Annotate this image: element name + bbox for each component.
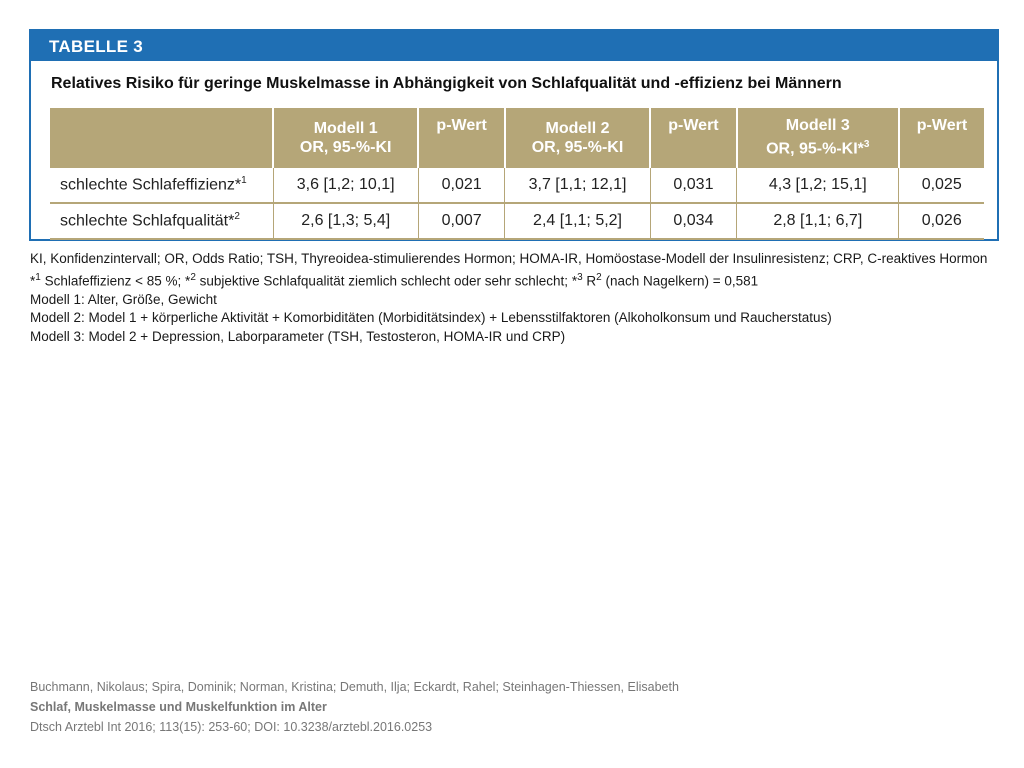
row-footnote-mark: 1 bbox=[241, 175, 247, 187]
citation-authors: Buchmann, Nikolaus; Spira, Dominik; Norman, Kristina; Demuth, Ilja; Eckardt, Rahel; Steinhagen-Thiessen, Elisabeth bbox=[30, 680, 679, 694]
header-cell-modell1 bbox=[273, 108, 418, 168]
header-cell-modell3 bbox=[737, 108, 899, 168]
cell-modell2-p: 0,034 bbox=[650, 203, 736, 239]
note-sup: 2 bbox=[190, 271, 196, 283]
table-header-row bbox=[50, 108, 984, 168]
cell-modell1-p: 0,021 bbox=[418, 168, 504, 204]
note-text: (nach Nagelkern) = 0,581 bbox=[601, 273, 759, 288]
row-label-text: schlechte Schlafqualität* bbox=[60, 212, 235, 230]
note-sup: 3 bbox=[577, 271, 583, 283]
note-star: * bbox=[30, 273, 36, 288]
note-sup: 1 bbox=[35, 271, 41, 283]
citation bbox=[30, 677, 679, 737]
table-row-schlafeffizienz bbox=[50, 168, 984, 204]
header-subtext: OR, 95-%-KI* bbox=[766, 140, 864, 158]
row-label bbox=[50, 203, 273, 239]
row-label-text: schlechte Schlafeffizienz* bbox=[60, 176, 242, 194]
header-cell-modell2 bbox=[505, 108, 650, 168]
header-subtext: OR, 95-%-KI bbox=[299, 138, 392, 156]
cell-modell3-p: 0,026 bbox=[899, 203, 984, 239]
footnote-modell3: Modell 3: Model 2 + Depression, Laborparameter (TSH, Testosteron, HOMA-IR und CRP) bbox=[30, 328, 566, 344]
note-text: subjektive Schlafqualität ziemlich schlecht oder sehr schlecht; bbox=[195, 273, 572, 288]
header-footnote-mark: 3 bbox=[863, 139, 870, 151]
note-text: Schlafeffizienz < 85 %; bbox=[40, 273, 186, 288]
row-label bbox=[50, 168, 273, 204]
footnote-modell2: Modell 2: Model 1 + körperliche Aktivität + Komorbiditäten (Morbiditätsindex) + Lebensstilfaktoren (Alkoholkonsum und Raucherstatus) bbox=[30, 310, 832, 325]
header-text: p-Wert bbox=[668, 117, 719, 134]
citation-source: Dtsch Arztebl Int 2016; 113(15): 253-60; DOI: 10.3238/arztebl.2016.0253 bbox=[30, 720, 433, 734]
results-table bbox=[50, 108, 984, 240]
cell-modell1-or: 3,6 [1,2; 10,1] bbox=[273, 168, 418, 204]
cell-modell3-p: 0,025 bbox=[899, 168, 984, 204]
header-cell-empty bbox=[50, 108, 273, 168]
footnote-abbreviations: KI, Konfidenzintervall; OR, Odds Ratio; TSH, Thyreoidea-stimulierendes Hormon; HOMA-IR, Homöostase-Modell der Insulinresistenz; CRP, C-reaktives Hormon bbox=[30, 251, 988, 266]
note-star: * bbox=[185, 273, 191, 288]
header-text: Modell 3 bbox=[785, 117, 850, 135]
header-text: Modell 1 bbox=[313, 119, 378, 137]
citation-title: Schlaf, Muskelmasse und Muskelfunktion im Alter bbox=[30, 700, 327, 714]
cell-modell2-or: 3,7 [1,1; 12,1] bbox=[505, 168, 650, 204]
header-text: Modell 2 bbox=[545, 119, 610, 137]
note-text: R bbox=[582, 273, 597, 288]
footnote-modell1: Modell 1: Alter, Größe, Gewicht bbox=[30, 291, 217, 307]
table-footnotes bbox=[30, 250, 1000, 346]
footnote-markers bbox=[30, 269, 1000, 291]
cell-modell3-or: 4,3 [1,2; 15,1] bbox=[737, 168, 899, 204]
cell-modell1-p: 0,007 bbox=[418, 203, 504, 239]
table-row-schlafqualitaet bbox=[50, 203, 984, 239]
cell-modell1-or: 2,6 [1,3; 5,4] bbox=[273, 203, 418, 239]
table-caption: Relatives Risiko für geringe Muskelmasse in Abhängigkeit von Schlafqualität und -effizienz bei Männern bbox=[51, 75, 842, 92]
header-text: p-Wert bbox=[916, 117, 968, 134]
header-cell-pwert1 bbox=[418, 108, 504, 168]
cell-modell2-p: 0,031 bbox=[650, 168, 736, 204]
header-cell-pwert2 bbox=[650, 108, 736, 168]
header-subtext: OR, 95-%-KI bbox=[531, 138, 624, 156]
cell-modell3-or: 2,8 [1,1; 6,7] bbox=[737, 203, 899, 239]
row-footnote-mark: 2 bbox=[234, 211, 240, 223]
header-text: p-Wert bbox=[436, 117, 487, 134]
table-label: TABELLE 3 bbox=[31, 31, 997, 61]
note-star: * bbox=[571, 273, 578, 288]
table-frame bbox=[29, 29, 999, 241]
note-sup: 2 bbox=[596, 271, 602, 283]
header-cell-pwert3 bbox=[899, 108, 984, 168]
cell-modell2-or: 2,4 [1,1; 5,2] bbox=[505, 203, 650, 239]
